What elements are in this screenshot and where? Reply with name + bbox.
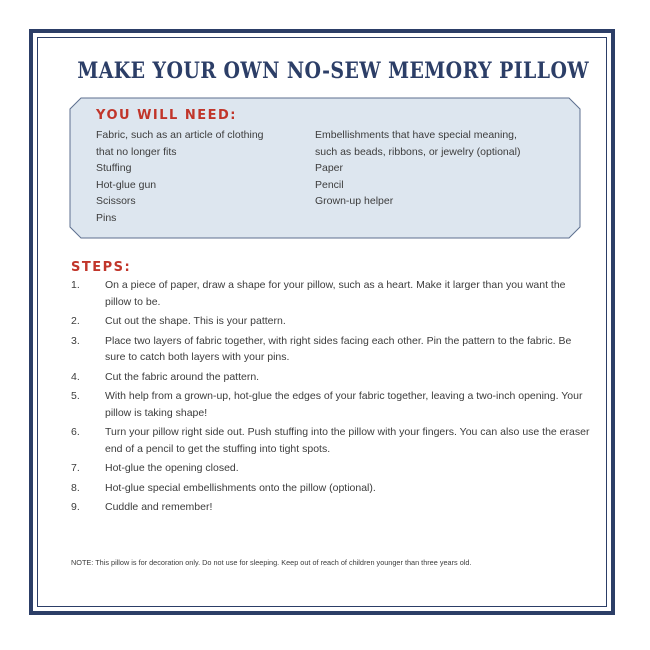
supply-item: Embellishments that have special meaning, — [315, 129, 517, 141]
step-text: Hot-glue the opening closed. — [105, 462, 239, 474]
supplies-heading: YOU WILL NEED: — [96, 108, 237, 123]
step-item — [71, 333, 591, 366]
step-text: Turn your pillow right side out. Push stuffing into the pillow with your fingers. You can also use the eraser end of a pencil to get the stuffing into tight spots. — [105, 426, 590, 455]
supplies-list-left — [96, 127, 306, 226]
supply-item: Pins — [96, 211, 117, 224]
step-number: 4. — [71, 370, 80, 383]
step-item — [71, 313, 591, 330]
step-number: 1. — [71, 279, 80, 291]
step-text: Cut the fabric around the pattern. — [105, 370, 260, 383]
step-text: Cut out the shape. This is your pattern. — [105, 315, 286, 327]
step-number: 9. — [71, 501, 80, 513]
supply-item: Grown-up helper — [315, 195, 394, 207]
step-item — [71, 369, 591, 386]
step-text: Hot-glue special embellishments onto the pillow (optional). — [105, 481, 376, 494]
step-item — [71, 424, 591, 457]
step-item — [71, 499, 591, 516]
step-number: 3. — [71, 334, 80, 347]
step-number: 7. — [71, 462, 80, 474]
step-item — [71, 480, 591, 497]
supply-item: Pencil — [315, 178, 344, 191]
supply-item: Hot-glue gun — [96, 178, 157, 191]
supply-item: that no longer fits — [96, 145, 177, 158]
step-number: 2. — [71, 315, 80, 327]
supply-item: Paper — [315, 162, 344, 174]
step-number: 6. — [71, 426, 80, 438]
step-number: 8. — [71, 481, 80, 494]
step-item — [71, 277, 591, 310]
supply-item: such as beads, ribbons, or jewelry (optional) — [315, 145, 521, 158]
supplies-list-right — [315, 127, 575, 210]
step-item — [71, 460, 591, 477]
steps-list — [71, 277, 591, 519]
step-text: Place two layers of fabric together, with right sides facing each other. Pin the pattern to the fabric. Be sure to catch both layers with your pins. — [105, 334, 572, 363]
supply-item: Stuffing — [96, 162, 132, 174]
step-text: With help from a grown-up, hot-glue the edges of your fabric together, leaving a two-inch opening. Your pillow is taking shape! — [105, 390, 583, 419]
supply-item: Scissors — [96, 195, 136, 207]
steps-heading: STEPS: — [71, 260, 132, 275]
supply-item: Fabric, such as an article of clothing — [96, 129, 264, 141]
safety-note: NOTE: This pillow is for decoration only. Do not use for sleeping. Keep out of reach of children younger than three years old. — [71, 558, 472, 567]
step-text: On a piece of paper, draw a shape for your pillow, such as a heart. Make it larger than you want the pillow to be. — [105, 279, 566, 308]
step-text: Cuddle and remember! — [105, 501, 213, 513]
step-item — [71, 388, 591, 421]
page-title: MAKE YOUR OWN NO-SEW MEMORY PILLOW — [77, 58, 590, 84]
step-number: 5. — [71, 390, 80, 402]
